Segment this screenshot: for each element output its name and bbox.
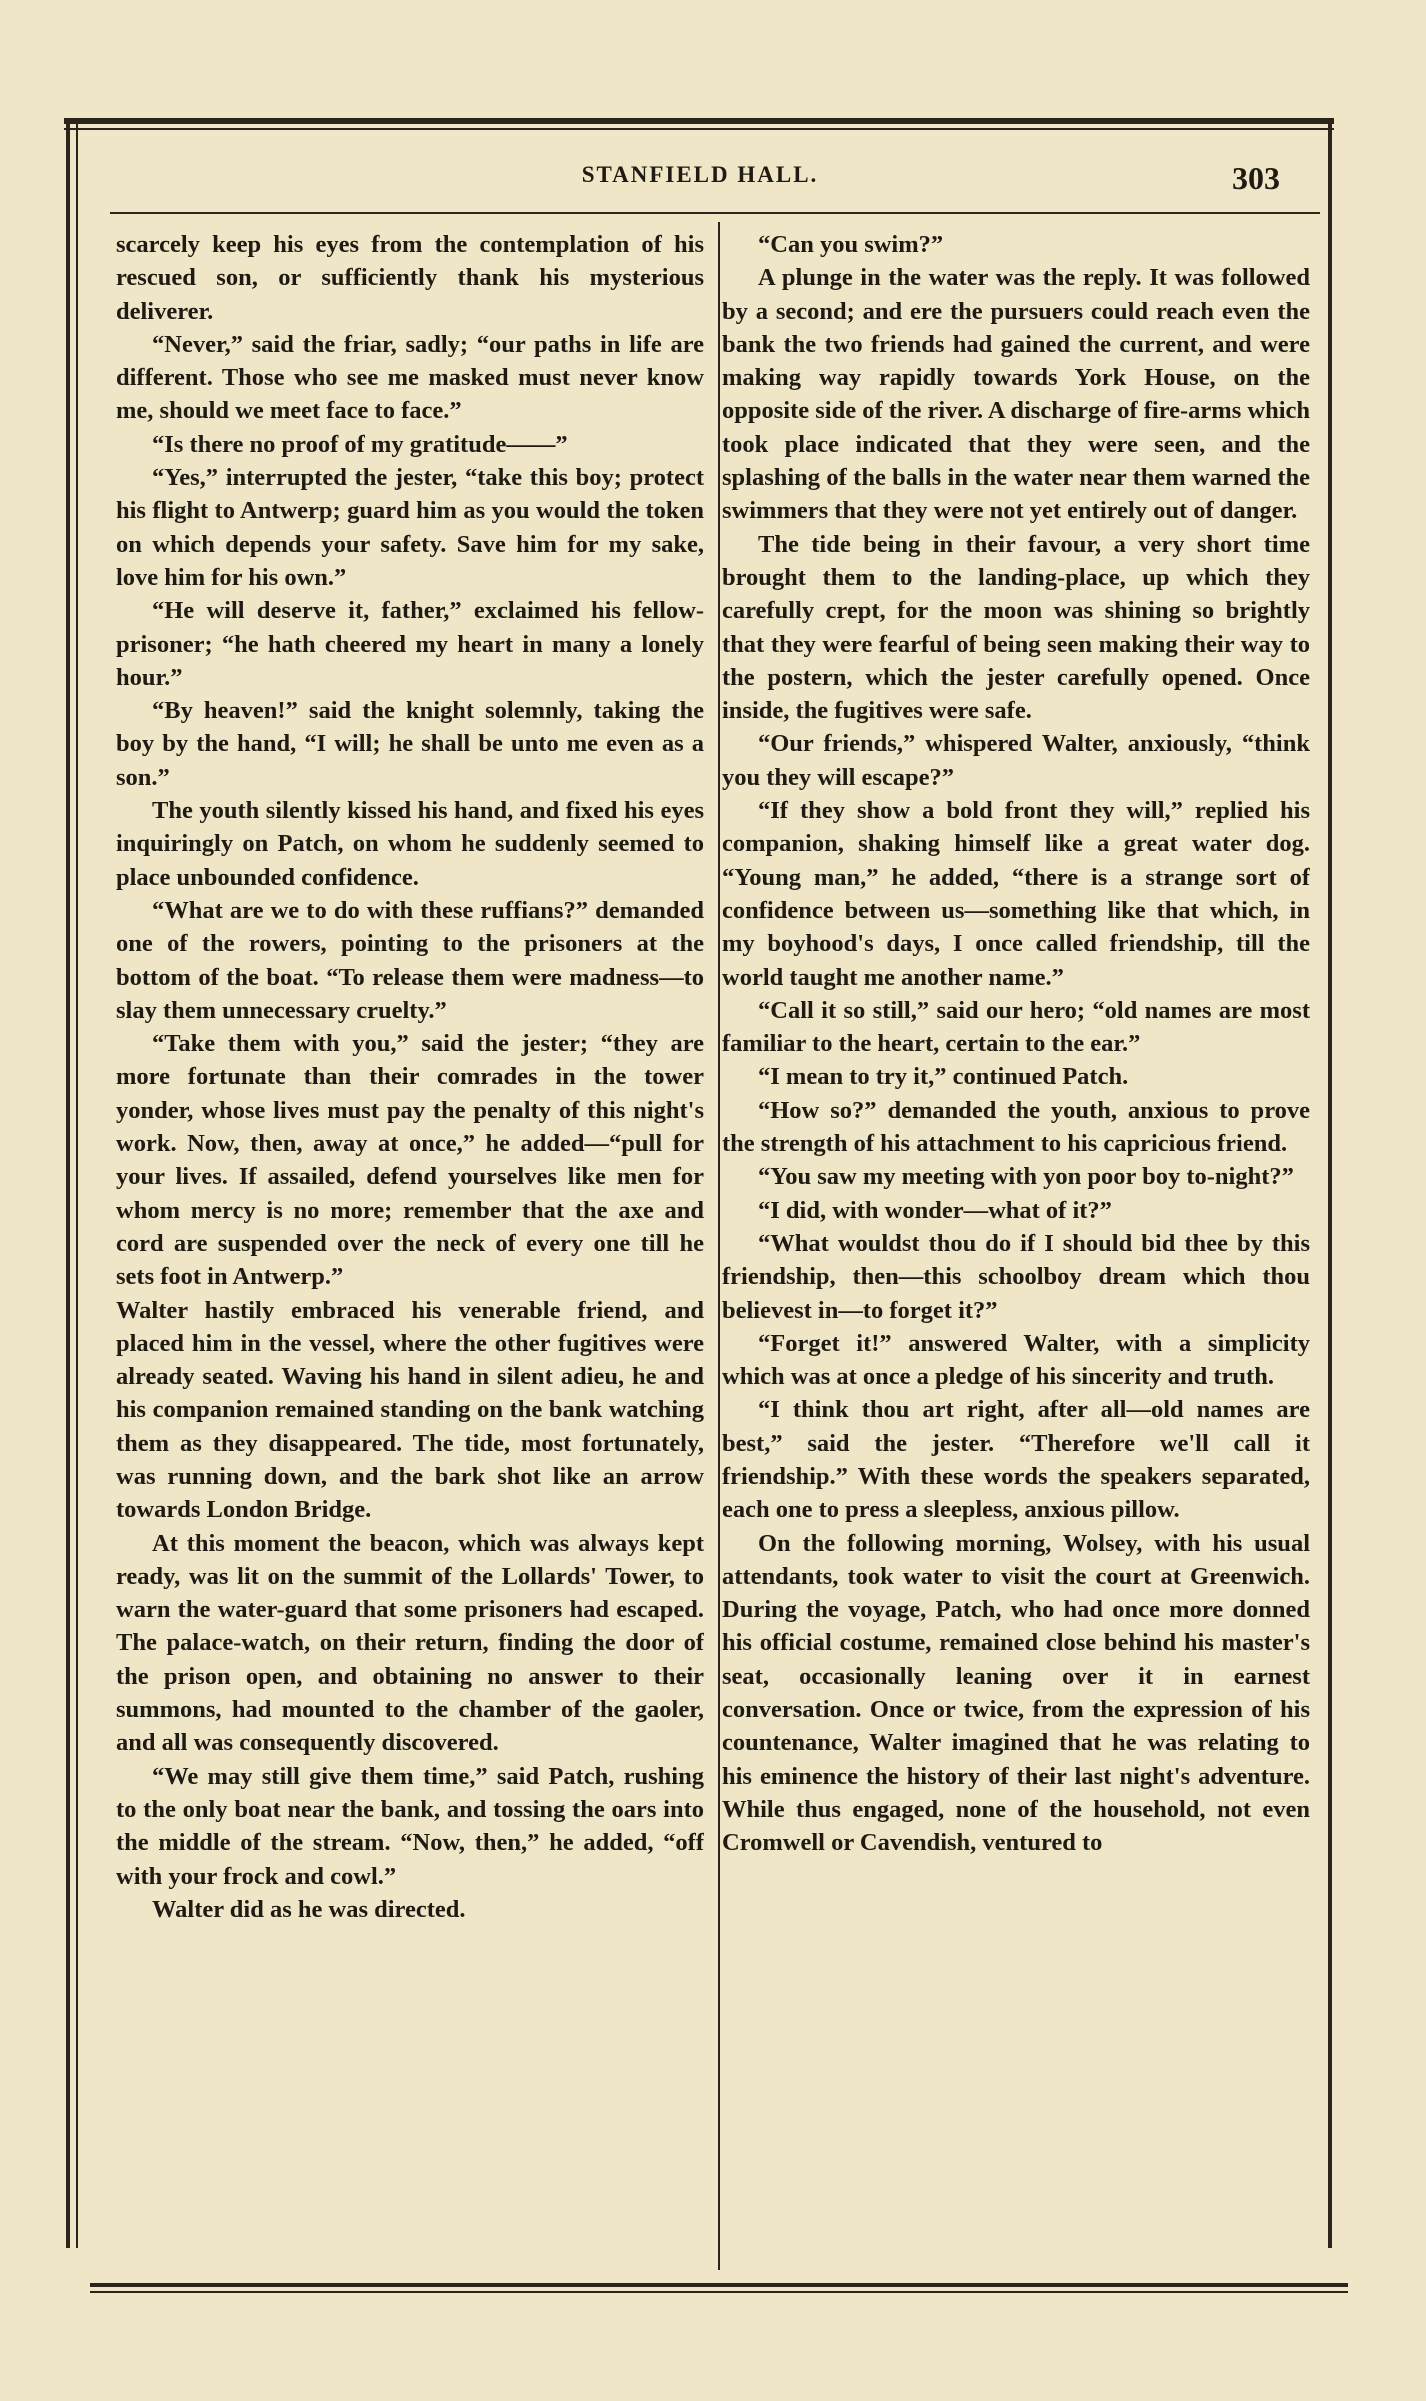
paragraph: At this moment the beacon, which was always kept ready, was lit on the summit of the Lollards' Tower, to warn the water-guard that some prisoners had escaped. The palace-watch, on their return, finding the door of the prison open, and obtaining no answer to their summons, had mounted to the chamber of the gaoler, and all was consequently discovered. (116, 1529, 704, 1757)
paragraph: “Call it so still,” said our hero; “old names are most familiar to the heart, certain to the ear.” (722, 996, 1310, 1058)
paragraph: “What wouldst thou do if I should bid thee by this friendship, then—this schoolboy dream which thou believest in—to forget it?” (722, 1229, 1310, 1324)
paragraph: “What are we to do with these ruffians?” demanded one of the rowers, pointing to the prisoners at the bottom of the boat. “To release them were madness—to slay them unnecessary cruelty.” (116, 896, 704, 1024)
paragraph: Walter hastily embraced his venerable friend, and placed him in the vessel, where the other fugitives were already seated. Waving his hand in silent adieu, he and his companion remained standing on the bank watching them as they disappeared. The tide, most fortunately, was running down, and the bark shot like an arrow towards London Bridge. (116, 1296, 704, 1524)
page-number: 303 (1232, 160, 1280, 196)
header-rule (110, 212, 1320, 214)
paragraph: “Never,” said the friar, sadly; “our paths in life are different. Those who see me masked must never know me, should we meet face to face.” (116, 330, 704, 425)
paragraph: “We may still give them time,” said Patch, rushing to the only boat near the bank, and tossing the oars into the middle of the stream. “Now, then,” he added, “off with your frock and cowl.” (116, 1762, 704, 1890)
paragraph: “How so?” demanded the youth, anxious to prove the strength of his attachment to his capricious friend. (722, 1096, 1310, 1158)
paragraph: scarcely keep his eyes from the contemplation of his rescued son, or sufficiently thank his mysterious deliverer. (116, 231, 704, 325)
frame-left-rule (66, 118, 70, 2248)
paragraph: “Take them with you,” said the jester; “they are more fortunate than their comrades in the tower yonder, whose lives must pay the penalty of this night's work. Now, then, away at once,” he added—“pull for your lives. If assailed, defend yourselves like men for whom mercy is no more; remember that the axe and cord are suspended over the neck of every one till he sets foot in Antwerp.” (116, 1030, 704, 1291)
paragraph: A plunge in the water was the reply. It was followed by a second; and ere the pursuers could reach even the bank the two friends had gained the current, and were making way rapidly towards York House, on the opposite side of the river. A discharge of fire-arms which took place indicated that they were seen, and the splashing of the balls in the water near them warned the swimmers that they were not yet entirely out of danger. (722, 264, 1310, 525)
paragraph: “I think thou art right, after all—old names are best,” said the jester. “Therefore we'll call it friendship.” With these words the speakers separated, each one to press a sleepless, anxious pillow. (722, 1396, 1310, 1524)
running-title: STANFIELD HALL. (581, 162, 819, 187)
left-column (116, 228, 704, 2288)
paragraph: “You saw my meeting with yon poor boy to-night?” (758, 1163, 1294, 1191)
paragraph: On the following morning, Wolsey, with his usual attendants, took water to visit the court at Greenwich. During the voyage, Patch, who had once more donned his official costume, remained close behind his master's seat, occasionally leaning over it in earnest conversation. Once or twice, from the expression of his countenance, Walter imagined that he was relating to his eminence the history of their last night's adventure. While thus engaged, none of the household, not even Cromwell or Cavendish, ventured to (722, 1529, 1310, 1857)
paragraph: “Forget it!” answered Walter, with a simplicity which was at once a pledge of his sincerity and truth. (722, 1329, 1310, 1391)
paragraph: The youth silently kissed his hand, and fixed his eyes inquiringly on Patch, on whom he suddenly seemed to place unbounded confidence. (116, 797, 704, 891)
page-header (110, 150, 1290, 210)
paragraph: The tide being in their favour, a very short time brought them to the landing-place, up which they carefully crept, for the moon was shining so brightly that they were fearful of being seen making their way to the postern, which the jester carefully opened. Once inside, the fugitives were safe. (722, 530, 1310, 725)
frame-bottom-thin-rule (90, 2291, 1348, 2293)
paragraph: “Is there no proof of my gratitude——” (152, 430, 568, 458)
paragraph: “If they show a bold front they will,” replied his companion, shaking himself like a great water dog. “Young man,” he added, “there is a strange sort of confidence between us—something like that which, in my boyhood's days, I once called friendship, till the world taught me another name.” (722, 797, 1310, 991)
right-column (722, 228, 1310, 2288)
paragraph: “I mean to try it,” continued Patch. (758, 1063, 1129, 1091)
column-divider (718, 222, 720, 2270)
paragraph: “Yes,” interrupted the jester, “take this boy; protect his flight to Antwerp; guard him as you would the token on which depends your safety. Save him for my sake, love him for his own.” (116, 464, 704, 591)
paragraph: “He will deserve it, father,” exclaimed his fellow-prisoner; “he hath cheered my heart in many a lonely hour.” (116, 597, 704, 691)
paragraph: “Our friends,” whispered Walter, anxiously, “think you they will escape?” (722, 730, 1310, 791)
frame-right-rule (1328, 118, 1332, 2248)
paragraph: “By heaven!” said the knight solemnly, taking the boy by the hand, “I will; he shall be unto me even as a son.” (116, 697, 704, 791)
paragraph: “Can you swim?” (758, 231, 944, 258)
frame-top-rule (64, 118, 1334, 124)
frame-left-inner-rule (76, 118, 78, 2248)
frame-top-thin-rule (64, 128, 1334, 130)
paragraph: Walter did as he was directed. (152, 1895, 466, 1923)
paragraph: “I did, with wonder—what of it?” (758, 1196, 1112, 1224)
